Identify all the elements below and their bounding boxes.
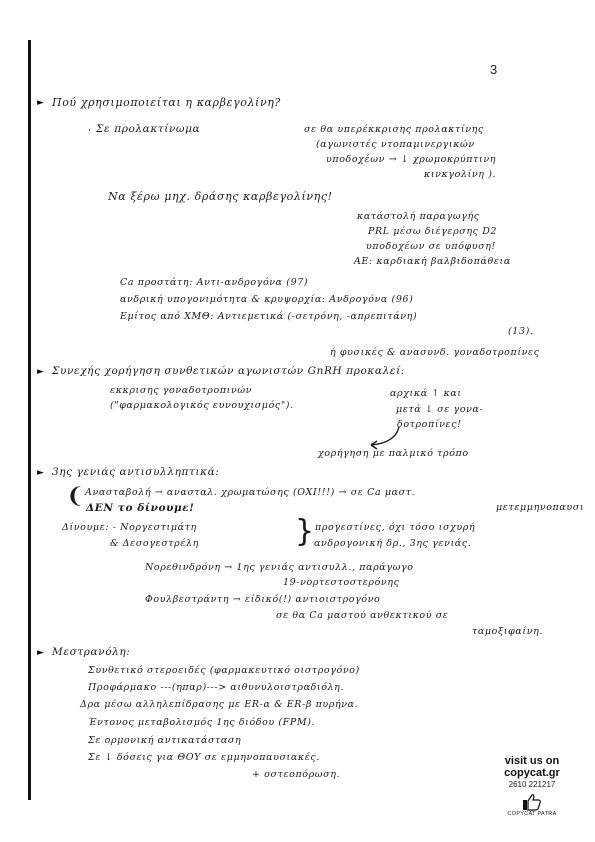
text-line: ΔΕΝ το δίνουμε! [86,502,195,514]
right-brace-icon: } [295,514,315,549]
text-line: μετά ↓ σε γονα- [396,404,484,415]
text-line: ή φυσικές & ανασυνδ. γοναδοτροπίνες [330,347,540,358]
text-line: μετεμμηνοπαυσι [496,502,585,513]
text-line: αρχικά ↑ και [390,388,462,399]
bullet-arrow-icon: ► [37,468,44,478]
text-line: 19-νορτεστοστερόνης [283,577,400,588]
text-line: εκκρισης γοναδοτροπινών [110,385,253,396]
bullet-arrow-icon: ► [37,98,44,108]
text-line: Εμίτος από ΧΜΘ: Αντιεμετικά (-σετρόνη, -απρεπιτάνη) [120,311,418,322]
stamp-line: visit us on [504,755,560,767]
text-line: Έντονος μεταβολισμός 1ης διόδου (FPM). [88,717,316,728]
text-line: Δρα μέσω αλληλεπίδρασης με ER-α & ER-β πυρήνα. [80,699,359,710]
bullet-dot-icon: · [88,126,91,136]
margin-line [28,40,31,800]
text-line: (αγωνιστές ντοπαμινεργικών [316,139,475,150]
text-line: προγεστίνες, όχι τόσο ισχυρή [315,522,476,533]
text-line: ανδρική υπογονιμότητα & κρυψορχία: Ανδρογόνα (96) [120,294,414,305]
text-line: ("φαρμακολογικός ευνουχισμός"). [110,400,294,411]
text-line: Σε ορμονική αντικατάσταση [88,735,242,746]
text-line: κινκγολίνη ). [424,169,497,180]
stamp-phone: 2610 221217 [508,780,556,789]
text-line: Σε ↓ δόσεις για ΘΟΥ σε εμμηνοπαυσιακές. [88,752,320,763]
heading-line: Συνεχής χορήγηση συνθετικών αγωνιστών GnRH προκαλεί: [52,365,405,377]
text-line: ανδρογονική δρ., 3ης γενιάς. [314,538,472,549]
text-line: σε θα Ca μαστού ανθεκτικού σε [276,610,449,621]
stamp-brand: COPYCAT PATRA [507,811,557,817]
heading-line: Πού χρησιμοποιείται η καρβεγολίνη? [52,96,281,109]
text-line: + οστεοπόρωση. [252,769,341,780]
text-line: σε θα υπερέκκρισης προλακτίνης [304,124,484,135]
star-note-line: Να ξέρω μηχ. δράσης καρβεγολίνης! [108,190,333,203]
copycat-stamp [497,755,567,817]
heading-line: 3ης γενιάς αντισυλληπτικά: [52,466,220,478]
bullet-arrow-icon: ► [37,648,44,658]
text-line: Σε προλακτίνωμα [96,123,201,135]
thumbs-up-icon [522,793,542,811]
text-line: Νορεθινδρόνη → 1ης γενιάς αντισυλλ., παράγωγο [145,562,414,573]
left-brace-icon: ❨ [66,484,85,509]
heading-line: Μεστρανόλη: [52,646,131,658]
text-line: κατάστολή παραγωγής [357,211,480,222]
text-line: Ca προστάτη: Αντι-ανδρογόνα (97) [120,277,309,288]
text-line: ΑΕ: καρδιακή βαλβιδοπάθεια [354,256,511,267]
text-line: & Δεσογεστρέλη [110,538,199,549]
text-line: χορήγηση με παλμικό τρόπο [318,448,469,459]
text-line: Συνθετικό στεροειδές (φαρμακευτικό οιστρογόνο) [88,665,360,676]
text-line: Προφάρμακο ---(ηπαρ)---> αιθυνυλοιστραδιόλη. [88,682,345,693]
stamp-site: copycat.gr [504,767,560,779]
bullet-arrow-icon: ► [37,367,44,377]
text-line: Δίνουμε: - Νοργεστιμάτη [62,522,197,533]
text-line: PRL μέσω διέγερσης D2 [368,226,498,237]
text-line: Ανασταβολή → ανασταλ. χρωματώσης (ΟΧΙ!!!) → σε Ca μαστ. [85,487,416,498]
page-number: 3 [490,62,498,77]
text-line: υποδοχέων → ↓ χρωμοκρύπτινη [326,154,496,165]
text-line: Φουλβεστράντη → είδικό(!) αντιοιστρογόνο [145,594,381,605]
text-line: υποδοχέων σε υπόφυση! [366,241,496,252]
text-line: ταμοξιφαίνη. [472,626,544,637]
text-line: (13). [508,326,534,337]
text-line: δοτροπίνες! [397,419,462,430]
